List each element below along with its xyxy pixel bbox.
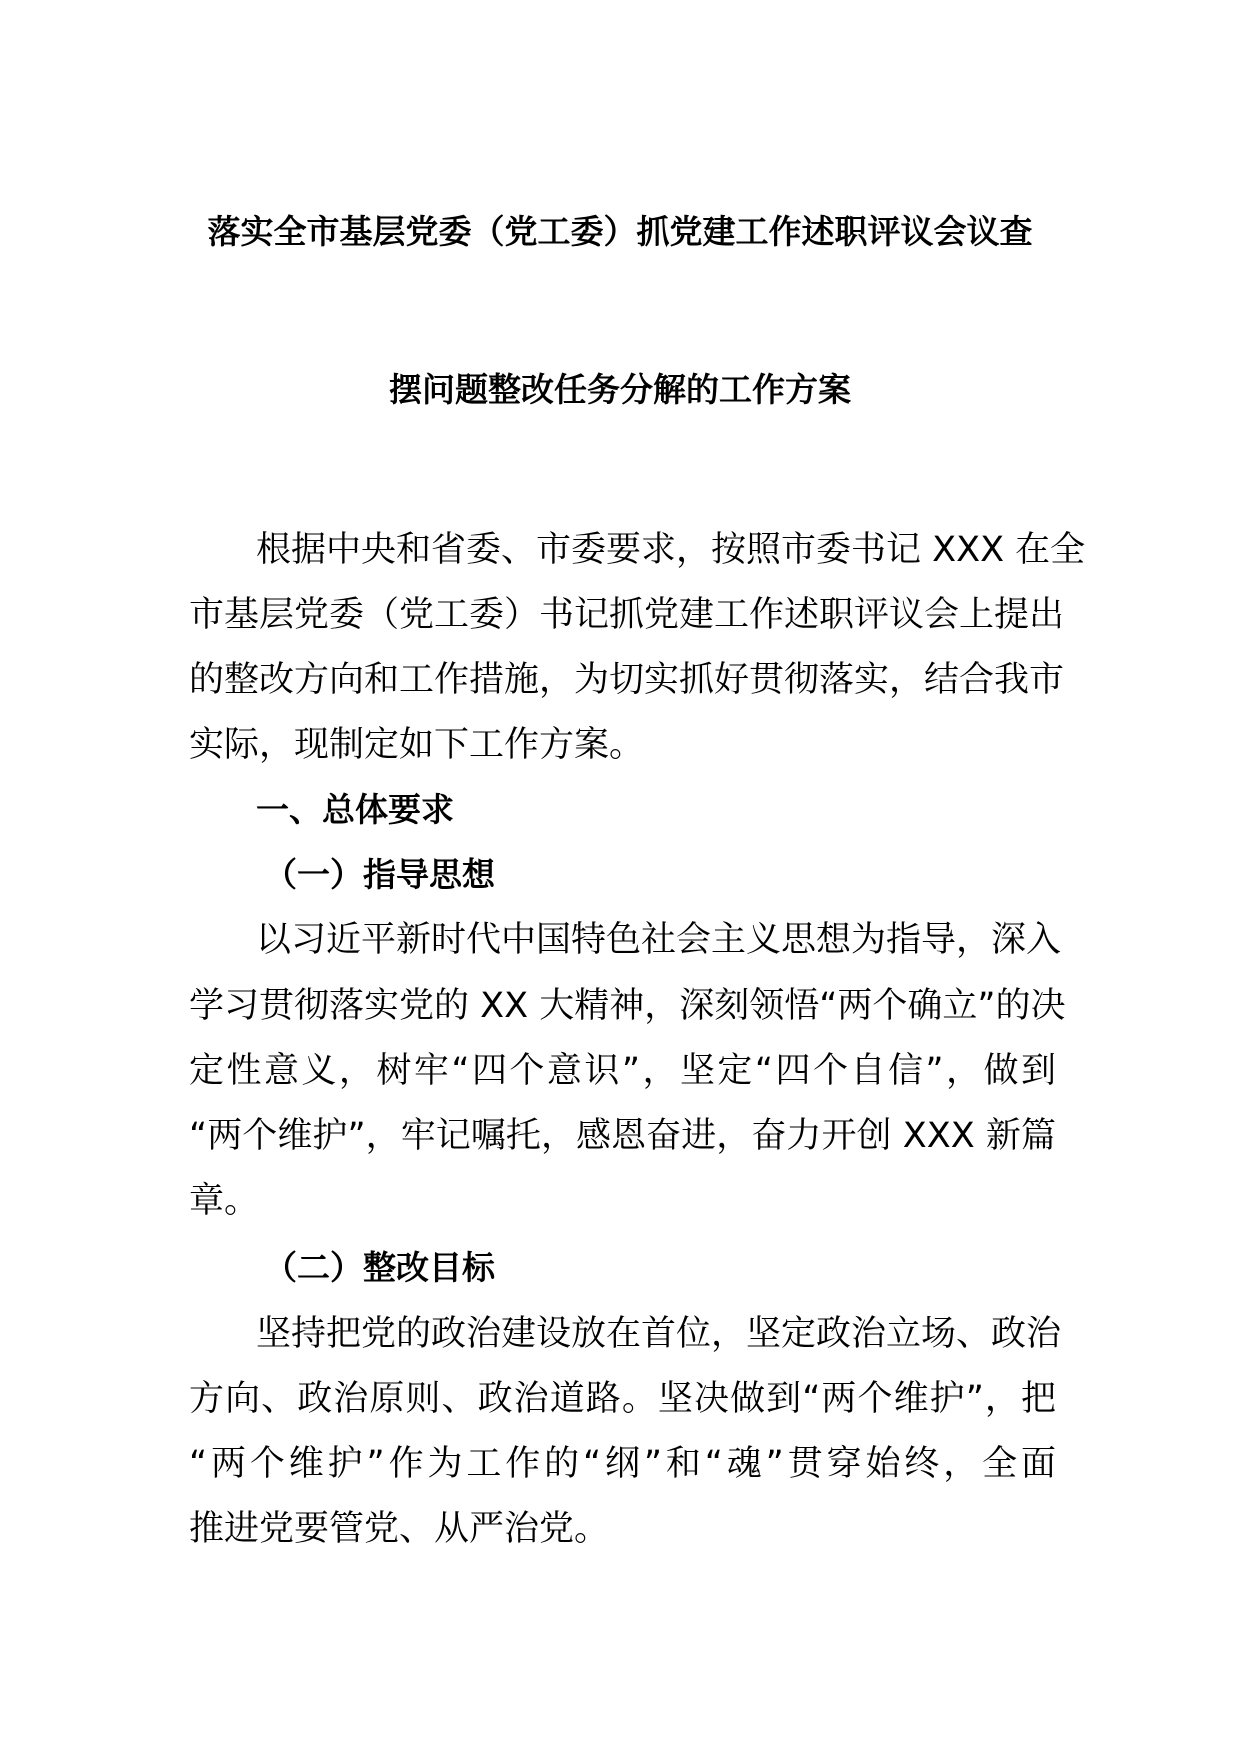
paragraph-line: 的整改方向和工作措施，为切实抓好贯彻落实，结合我市: [189, 660, 1065, 700]
paragraph-line: “两个维护”，牢记嘱托，感恩奋进，奋力开创 XXX 新篇: [189, 1116, 1056, 1156]
document-title-line-2: 摆问题整改任务分解的工作方案: [389, 370, 851, 409]
paragraph-line: 以习近平新时代中国特色社会主义思想为指导，深入: [256, 920, 1062, 960]
paragraph-line: 坚持把党的政治建设放在首位，坚定政治立场、政治: [256, 1314, 1062, 1354]
paragraph-line: 方向、政治原则、政治道路。坚决做到“两个维护”，把: [189, 1379, 1056, 1419]
document-title-line-1: 落实全市基层党委（党工委）抓党建工作述职评议会议查: [207, 212, 1033, 251]
paragraph-line: 根据中央和省委、市委要求，按照市委书记 XXX 在全: [256, 530, 1086, 570]
paragraph-line: 学习贯彻落实党的 XX 大精神，深刻领悟“两个确立”的决: [189, 986, 1066, 1026]
paragraph-line: 推进党要管党、从严治党。: [189, 1509, 610, 1549]
paragraph-line: 章。: [189, 1181, 260, 1221]
section-heading: 一、总体要求: [256, 790, 454, 829]
subsection-heading: （二）整改目标: [264, 1248, 495, 1287]
subsection-heading: （一）指导思想: [264, 855, 495, 894]
paragraph-line: 实际，现制定如下工作方案。: [189, 725, 645, 765]
paragraph-line: 定性意义，树牢“四个意识”，坚定“四个自信”，做到: [189, 1051, 1056, 1091]
paragraph-line: “两个维护”作为工作的“纲”和“魂”贯穿始终，全面: [189, 1444, 1056, 1484]
paragraph-line: 市基层党委（党工委）书记抓党建工作述职评议会上提出: [189, 595, 1065, 635]
